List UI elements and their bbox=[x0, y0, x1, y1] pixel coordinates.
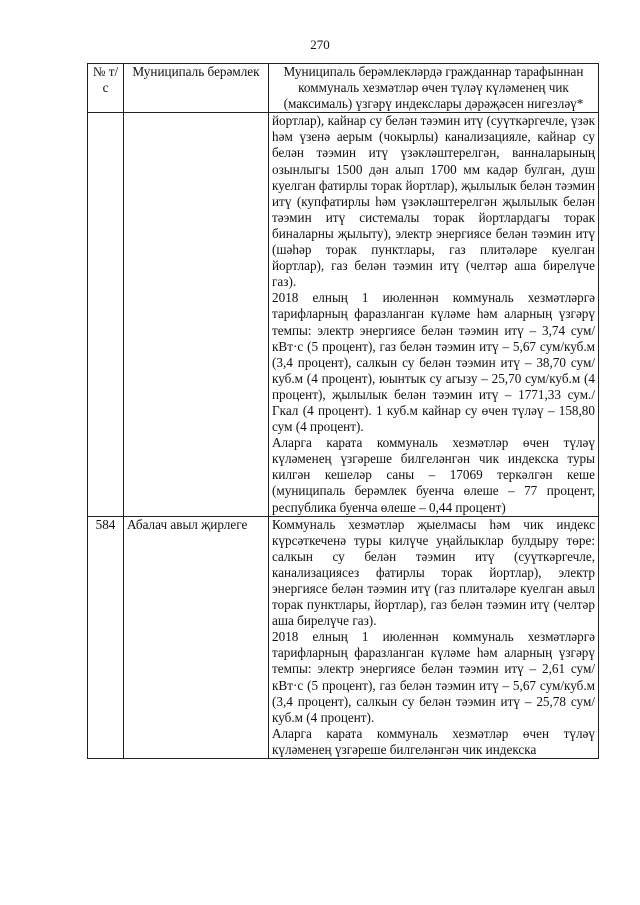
row-content bbox=[269, 516, 599, 758]
paragraph: йортлар), кайнар су белән тәэмин итү (суүткәргечле, үзәк һәм үзенә аерым (чокырлы) канализацияле, кайнар су белән тәэмин итү үзәкләштерелгән, ванналарының озынлыгы 1500 дән алып 1700 мм кадәр булган, душ куелган фатирлы торак йортлар), җылылык белән тәэмин итү (купфатирлы һәм үзәкләштерелгән җылылык белән тәэмин итү системалы торак йортлардагы торак биналарны җылыту), электр энергиясе белән тәэмин итү (шәһәр торак пунктлары, газ плитәләре куелган йортлар), газ белән тәэмин итү (челтәр аша бирелүче газ). bbox=[272, 113, 595, 290]
tariff-index-table bbox=[87, 63, 599, 759]
table-header-row bbox=[88, 64, 599, 113]
table-row bbox=[88, 516, 599, 758]
row-municipality bbox=[124, 113, 269, 516]
table-row bbox=[88, 113, 599, 516]
paragraph: Аларга карата коммуналь хезмәтләр өчен түләү күләменең үзгәреше билгеләнгән чик индекска bbox=[272, 725, 595, 757]
paragraph: Коммуналь хезмәтләр җыелмасы һәм чик индекс күрсәткеченә туры килүче уңайлыклар булдыру төре: салкын су белән тәэмин итү (суүткәргечле, канализациясез фатирлы торак йортлар), электр энергиясе белән тәэмин итү (газ плитәләре куелган авыл торак пунктлары, йортлар), газ белән тәэмин итү (челтәр аша бирелүче газ). bbox=[272, 516, 595, 629]
paragraph: 2018 елның 1 июленнән коммуналь хезмәтләргә тарифларның фаразланган күләме һәм аларның үзгәрү темпы: электр энергиясе белән тәэмин итү – 2,61 сум/кВт·с (5 процент), газ белән тәэмин итү – 5,67 сум/куб.м (3,4 процент), салкын су белән тәэмин итү – 25,78 сум/куб.м (4 процент). bbox=[272, 629, 595, 725]
header-number: № т/с bbox=[88, 64, 124, 113]
row-municipality: Абалач авыл җирлеге bbox=[124, 516, 269, 758]
row-number: 584 bbox=[88, 516, 124, 758]
row-content bbox=[269, 113, 599, 516]
paragraph: 2018 елның 1 июленнән коммуналь хезмәтләргә тарифларның фаразланган күләме һәм аларның үзгәрү темпы: электр энергиясе белән тәэмин итү – 3,74 сум/кВт·с (5 процент), газ белән тәэмин итү – 5,67 сум/куб.м (3,4 процент), салкын су белән тәэмин итү – 38,70 сум/куб.м (4 процент), юынтык су агызу – 25,70 сум/куб.м (4 процент), җылылык белән тәэмин итү – 1771,33 сум./Гкал (4 процент). 1 куб.м кайнар су өчен түләү – 158,80 сум (4 процент). bbox=[272, 290, 595, 435]
row-number bbox=[88, 113, 124, 516]
paragraph: Аларга карата коммуналь хезмәтләр өчен түләү күләменең үзгәреше билгеләнгән чик индекска туры килгән кешеләр саны – 17069 теркәлгән кеше (муниципаль берәмлек буенча өлеше – 77 процент, республика буенча өлеше – 0,44 процент) bbox=[272, 435, 595, 515]
header-municipality: Муниципаль берәмлек bbox=[124, 64, 269, 113]
page-number: 270 bbox=[310, 37, 330, 52]
header-index-justification: Муниципаль берәмлекләрдә гражданнар тарафыннан коммуналь хезмәтләр өчен түләү күләменең чик (максималь) үзгәрү индекслары дәрәҗәсен нигезләү* bbox=[269, 64, 599, 113]
